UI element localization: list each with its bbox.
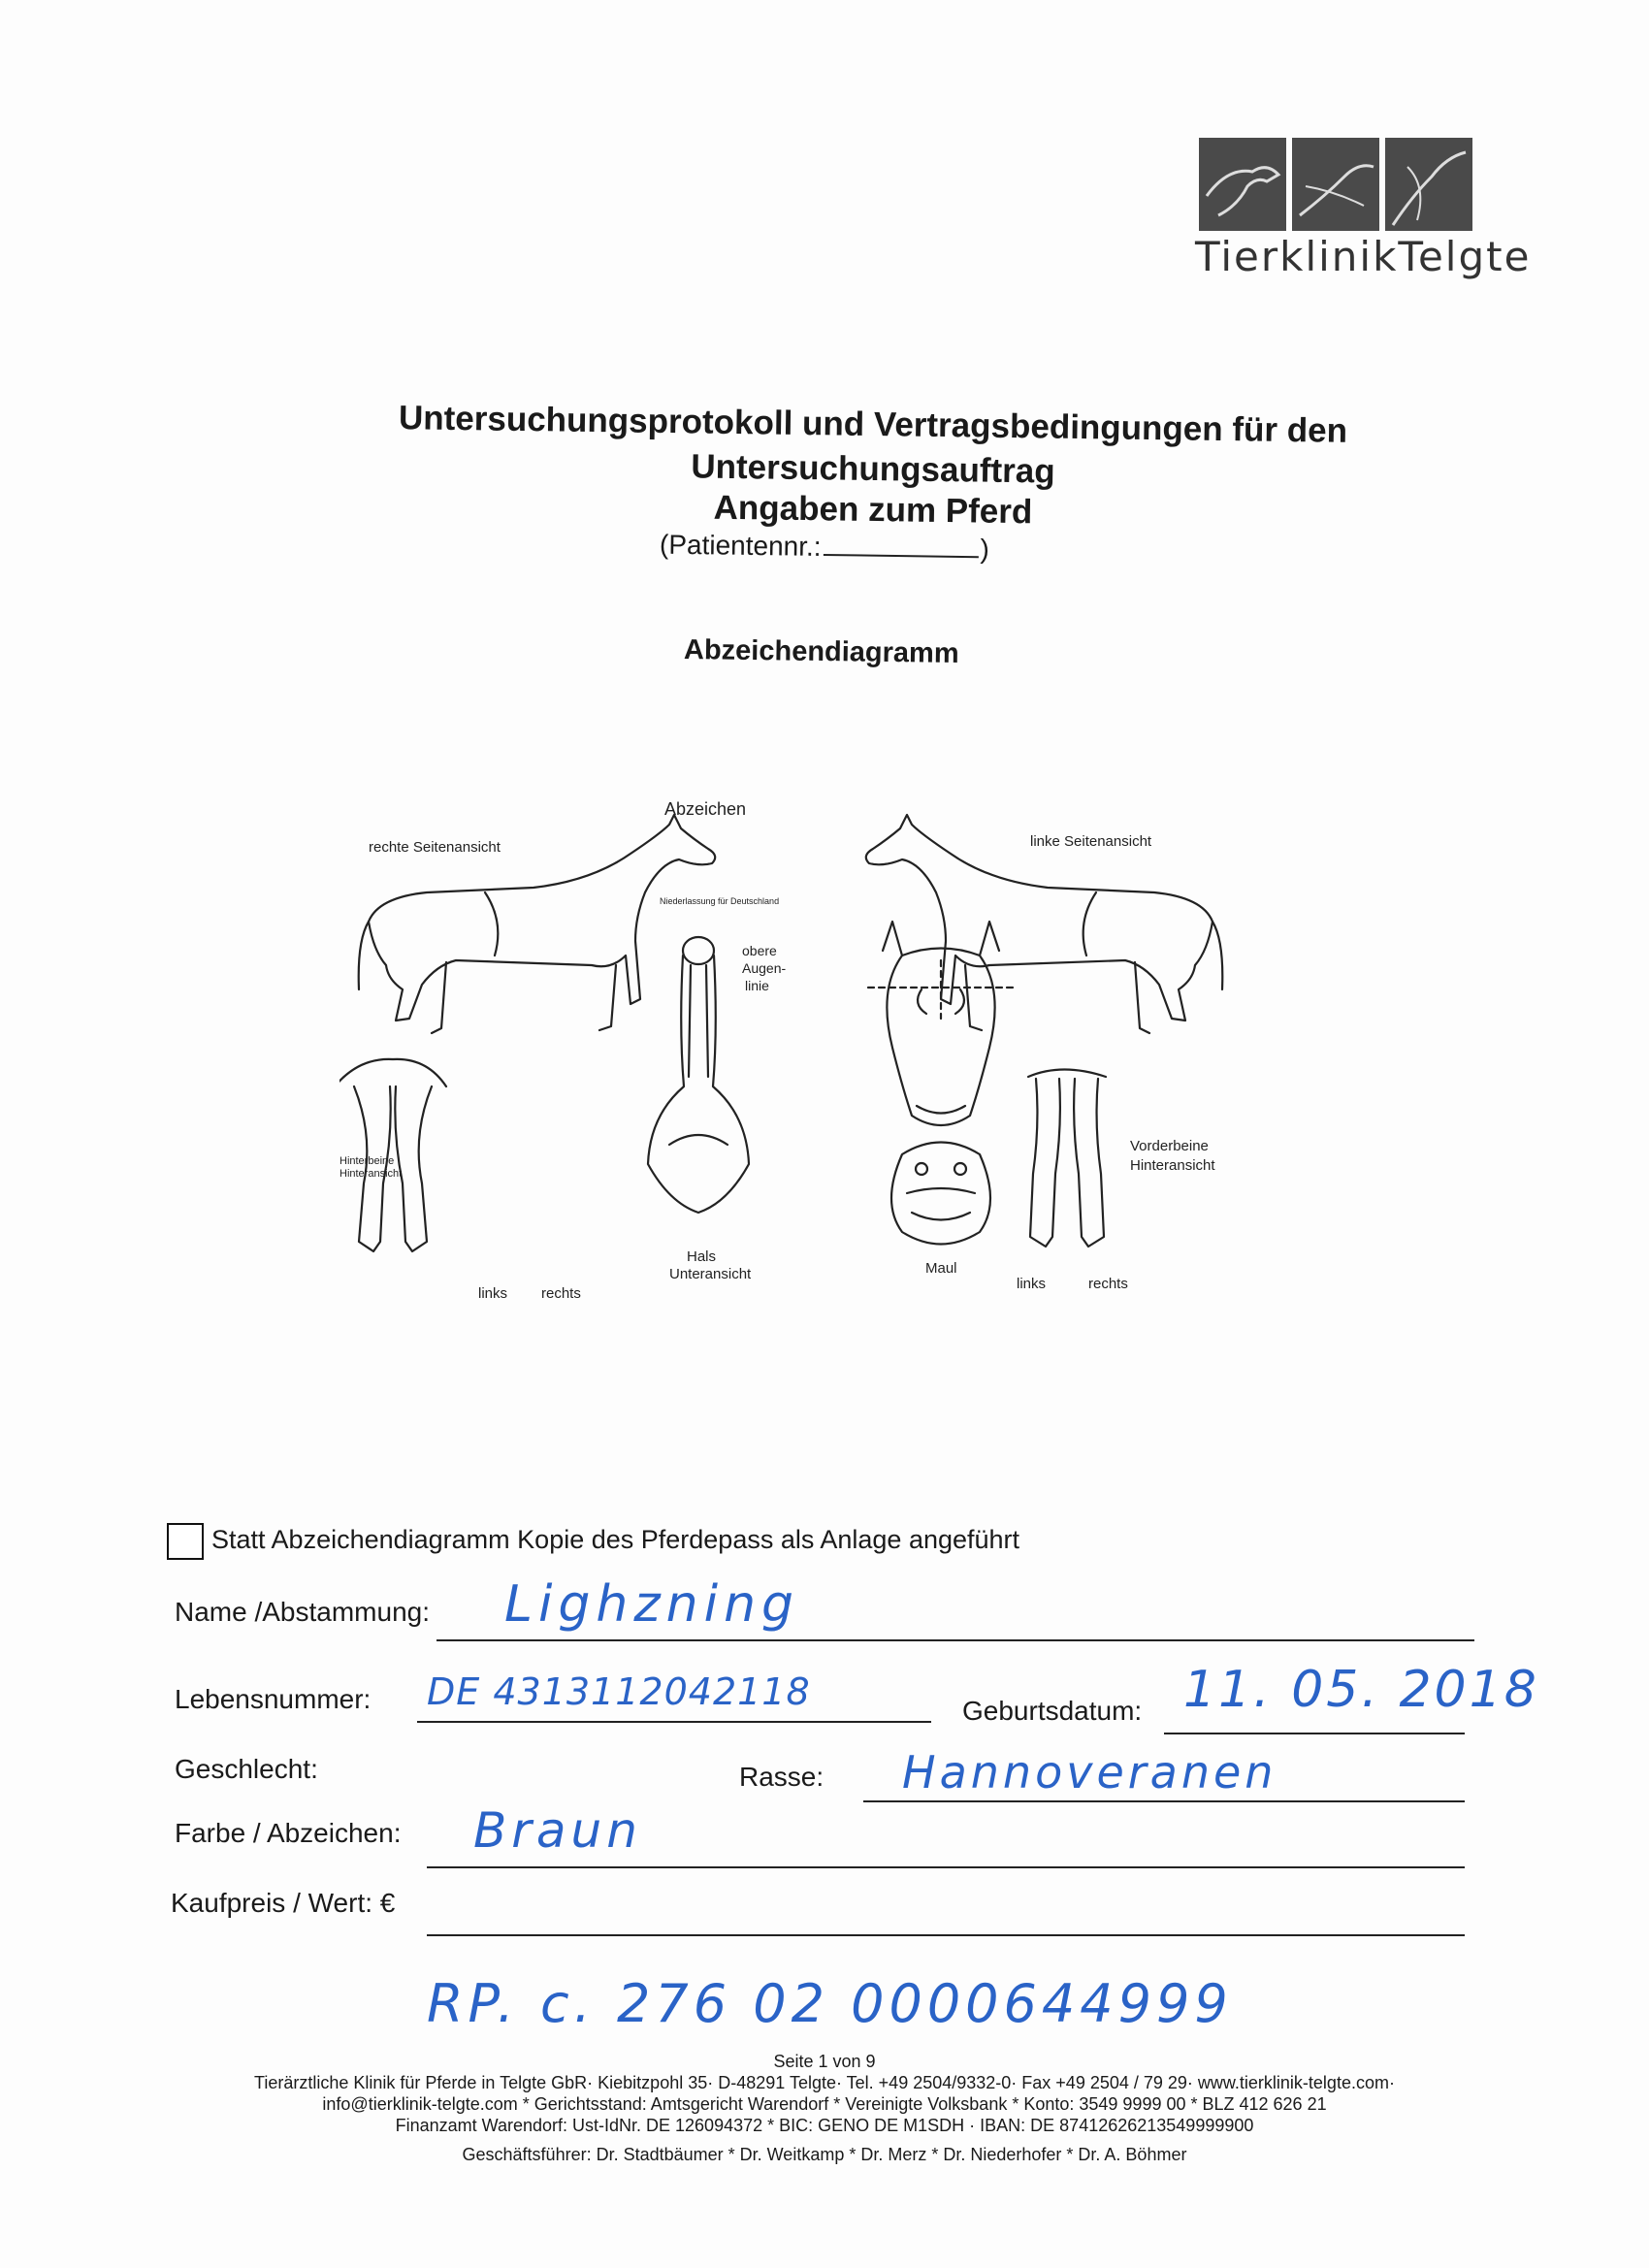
passport-copy-checkbox[interactable] bbox=[167, 1523, 204, 1560]
muzzle-view bbox=[891, 1143, 990, 1245]
kaufpreis-line bbox=[427, 1934, 1465, 1936]
geburtsdatum-value: 11. 05. 2018 bbox=[1183, 1661, 1539, 1719]
patient-number: (Patientennr.: ) bbox=[659, 529, 990, 565]
passport-copy-label: Statt Abzeichendiagramm Kopie des Pferdepass als Anlage angeführt bbox=[211, 1525, 1020, 1554]
clinic-logo bbox=[1195, 138, 1532, 283]
fore-legs-rear-view bbox=[1028, 1070, 1106, 1247]
geschlecht-label: Geschlecht: bbox=[175, 1754, 318, 1784]
geburtsdatum-line bbox=[1164, 1733, 1465, 1734]
name-label: Name /Abstammung: bbox=[175, 1597, 430, 1627]
label-hals: Hals bbox=[687, 1248, 717, 1265]
lebensnummer-label: Lebensnummer: bbox=[175, 1684, 372, 1714]
farbe-line bbox=[427, 1866, 1465, 1868]
label-left-side: linke Seitenansicht bbox=[1030, 833, 1152, 850]
horse-logo-icon bbox=[1199, 138, 1474, 231]
label-obere: obere bbox=[742, 943, 777, 958]
label-abzeichen: Abzeichen bbox=[664, 799, 747, 819]
name-value: Lighzning bbox=[504, 1575, 800, 1634]
label-links-hind: links bbox=[478, 1285, 508, 1302]
label-right-side: rechte Seitenansicht bbox=[369, 839, 501, 856]
title-line-2: Untersuchungsauftrag bbox=[691, 447, 1055, 491]
marking-diagram bbox=[340, 795, 1290, 1319]
label-hind-legs-2: Hinteransicht bbox=[340, 1168, 403, 1180]
label-niederlassung: Niederlassung für Deutschland bbox=[660, 896, 780, 906]
farbe-value: Braun bbox=[473, 1802, 642, 1859]
label-links-fore: links bbox=[1017, 1276, 1047, 1292]
patient-number-blank bbox=[823, 533, 978, 558]
kaufpreis-label: Kaufpreis / Wert: € bbox=[171, 1888, 396, 1918]
diagram-title: Abzeichendiagramm bbox=[683, 634, 959, 669]
label-rechts-fore: rechts bbox=[1088, 1276, 1128, 1292]
footer-line-2: info@tierklinik-telgte.com * Gerichtsstand: Amtsgericht Warendorf * Vereinigte Volksbank * Konto: 3549 9999 00 * BLZ 412 626 21 bbox=[322, 2094, 1327, 2114]
logo-wordmark: TierklinikTelgte bbox=[1195, 233, 1532, 280]
farbe-label: Farbe / Abzeichen: bbox=[175, 1818, 402, 1848]
rasse-label: Rasse: bbox=[739, 1762, 824, 1792]
geburtsdatum-label: Geburtsdatum: bbox=[962, 1696, 1143, 1726]
title-line-1: Untersuchungsprotokoll und Vertragsbedingungen für den bbox=[398, 399, 1348, 450]
label-fore-legs-1: Vorderbeine bbox=[1130, 1138, 1209, 1154]
label-hind-legs-1: Hinterbeine bbox=[340, 1155, 395, 1167]
label-fore-legs-2: Hinteransicht bbox=[1130, 1157, 1215, 1174]
rasse-value: Hannoveranen bbox=[902, 1746, 1277, 1798]
label-linie: linie bbox=[745, 978, 769, 993]
name-line bbox=[436, 1639, 1474, 1641]
handwritten-note: RP. c. 276 02 0000644999 bbox=[427, 1973, 1233, 2034]
footer-line-1: Tierärztliche Klinik für Pferde in Telgte GbR· Kiebitzpohl 35· D-48291 Telgte· Tel. +49 2504/9332-0· Fax +49 2504 / 79 29· www.tierklinik-telgte.com· bbox=[254, 2073, 1395, 2092]
neck-underside-view bbox=[648, 937, 749, 1213]
page-number: Seite 1 von 9 bbox=[773, 2052, 876, 2071]
footer-line-4: Geschäftsführer: Dr. Stadtbäumer * Dr. Weitkamp * Dr. Merz * Dr. Niederhofer * Dr. A. Böhmer bbox=[462, 2145, 1187, 2164]
lebensnummer-line bbox=[417, 1721, 931, 1723]
label-augen: Augen- bbox=[742, 960, 787, 976]
label-unteransicht: Unteransicht bbox=[669, 1266, 752, 1282]
label-rechts-hind: rechts bbox=[541, 1285, 581, 1302]
rasse-line bbox=[863, 1800, 1465, 1802]
footer-line-3: Finanzamt Warendorf: Ust-IdNr. DE 126094372 * BIC: GENO DE M1SDH · IBAN: DE 87412626213549999900 bbox=[395, 2116, 1254, 2135]
label-maul: Maul bbox=[925, 1260, 957, 1277]
head-front-view bbox=[868, 922, 1014, 1125]
lebensnummer-value: DE 4313112042118 bbox=[427, 1670, 811, 1713]
title-line-3: Angaben zum Pferd bbox=[713, 488, 1033, 532]
